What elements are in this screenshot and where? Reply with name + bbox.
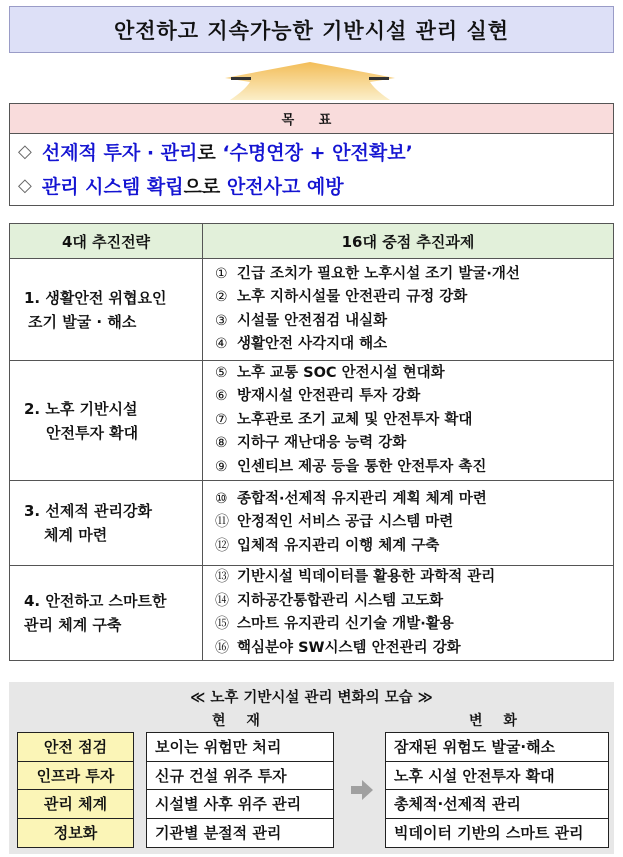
strategy-title: 2. 노후 기반시설 [24,399,138,418]
table-row [10,481,614,566]
strategy-title: 4. 안전하고 스마트한 [24,592,167,610]
strategy-subtitle: 체계 마련 [44,526,108,544]
page-title: 안전하고 지속가능한 기반시설 관리 실현 [9,6,614,53]
change-header: 변 화 [469,713,525,729]
tasks-cell [203,259,614,361]
task-item: ⑧ 지하구 재난대응 능력 강화 [215,435,407,452]
task-item: ⑭ 지하공간통합관리 시스템 고도화 [215,592,444,609]
goal-text: 으로 [183,175,227,198]
goal-text: 선제적 투자 · 관리 [41,141,198,164]
strategy-cell [10,259,203,361]
change-column [385,732,609,848]
comparison-panel [9,682,614,854]
category-cell: 관리 체계 [18,790,133,819]
category-column [17,732,134,848]
diamond-bullet-icon: ◇ [18,174,32,196]
task-item: ② 노후 지하시설물 안전관리 규정 강화 [215,289,468,305]
goal-text: 관리 시스템 확립 [41,175,184,198]
current-column [146,732,334,848]
task-item: ⑤ 노후 교통 SOC 안전시설 현대화 [215,364,445,381]
diamond-bullet-icon: ◇ [18,140,32,162]
tasks-cell [203,566,614,661]
right-arrow-icon [351,780,373,800]
strategy-title: 3. 선제적 관리강화 [24,502,153,520]
task-item: ⑦ 노후관로 조기 교체 및 안전투자 확대 [215,411,473,428]
category-cell: 안전 점검 [18,733,133,762]
strategy-table [9,223,614,661]
goal-text: 로 [197,141,223,164]
change-cell: 노후 시설 안전투자 확대 [386,762,608,791]
goal-text: ‘수명연장 + 안전확보’ [222,141,413,164]
change-cell: 잠재된 위험도 발굴·해소 [386,733,608,762]
goal-line-2 [10,168,613,202]
current-cell: 기관별 분절적 관리 [155,824,282,843]
task-item: ③ 시설물 안전점검 내실화 [215,312,388,329]
current-cell: 보이는 위험만 처리 [147,733,333,762]
table-row [10,361,614,481]
strategy-subtitle: 관리 체계 구축 [24,616,122,634]
strategy-cell [10,481,203,566]
strategy-cell [10,566,203,661]
task-item: ⑮ 스마트 유지관리 신기술 개발·활용 [215,616,454,632]
task-item: ⑬ 기반시설 빅데이터를 활용한 과학적 관리 [215,569,496,585]
goal-text: 안전사고 예방 [226,175,344,198]
strategy-title: 1. 생활안전 위협요인 [24,288,167,307]
tasks-cell [203,481,614,566]
task-item: ④ 생활안전 사각지대 해소 [215,336,388,352]
current-header: 현 재 [212,713,268,729]
task-item: ⑥ 방재시설 안전관리 투자 강화 [215,388,421,405]
change-cell: 빅데이터 기반의 스마트 관리 [394,824,584,843]
goal-header: 목 표 [10,104,613,134]
task-item: ⑩ 종합적·선제적 유지관리 계획 체계 마련 [215,490,487,507]
comparison-title: ≪ 노후 기반시설 관리 변화의 모습 ≫ [190,690,433,706]
current-cell: 시설별 사후 위주 관리 [147,790,333,819]
tasks-cell [203,361,614,481]
change-cell: 총체적·선제적 관리 [386,790,608,819]
column-header-strategy: 4대 추진전략 [10,224,203,259]
category-cell: 인프라 투자 [18,762,133,791]
task-item: ⑯ 핵심분야 SW시스템 안전관리 강화 [215,639,461,656]
goal-box [9,103,614,206]
strategy-subtitle: 조기 발굴 · 해소 [28,312,137,331]
strategy-subtitle: 안전투자 확대 [46,423,139,442]
goal-line-1 [10,134,613,168]
current-cell: 신규 건설 위주 투자 [147,762,333,791]
category-cell: 정보화 [53,824,98,843]
task-item: ⑪ 안정적인 서비스 공급 시스템 마련 [215,514,454,531]
strategy-cell [10,361,203,481]
table-header-row [10,224,614,259]
table-row [10,259,614,361]
task-item: ⑨ 인센티브 제공 등을 통한 안전투자 촉진 [215,458,487,475]
task-item: ① 긴급 조치가 필요한 노후시설 조기 발굴·개선 [215,265,520,282]
task-item: ⑫ 입체적 유지관리 이행 체계 구축 [215,537,440,554]
up-arrow-icon [195,60,425,100]
table-row [10,566,614,661]
column-header-tasks: 16대 중점 추진과제 [203,224,614,259]
